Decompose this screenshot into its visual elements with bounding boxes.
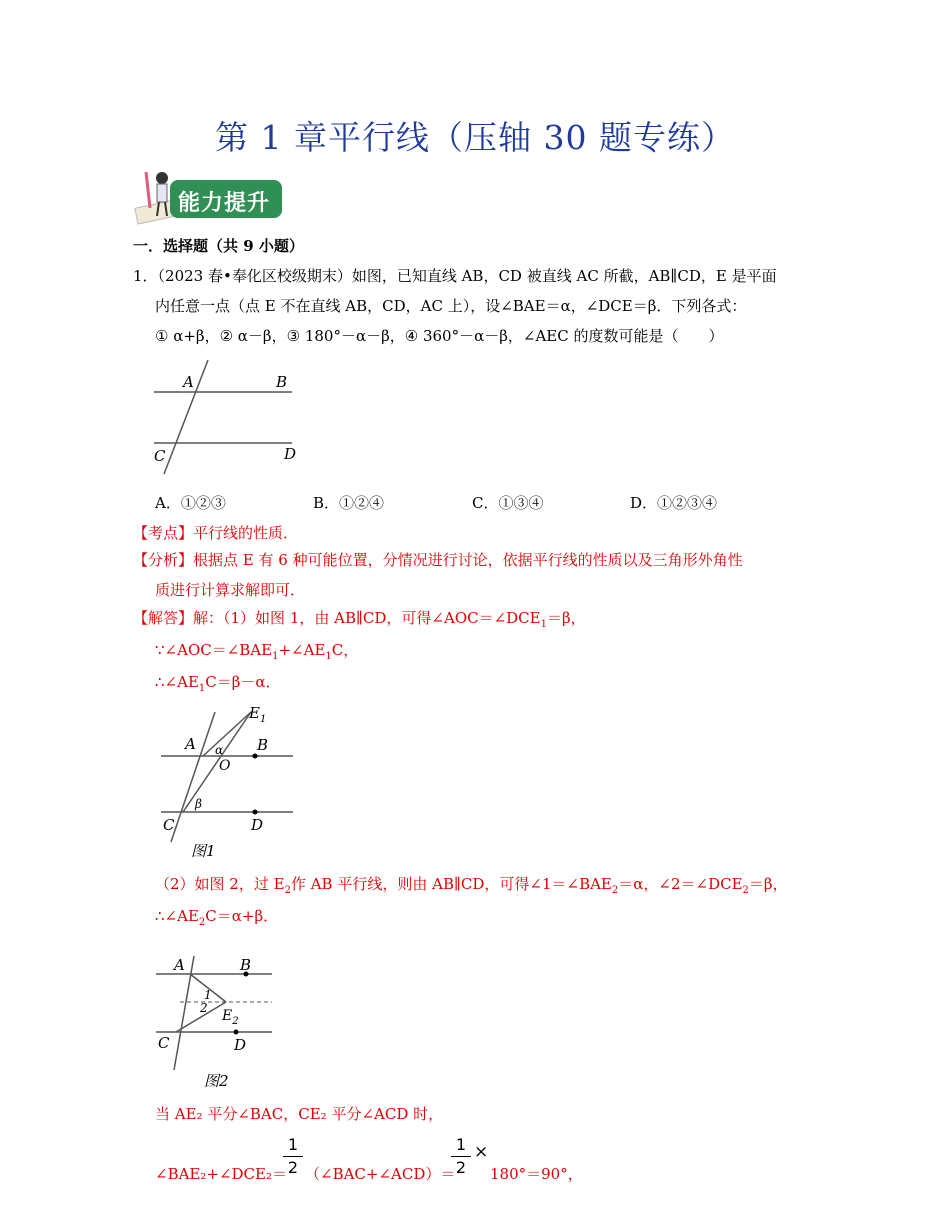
part2-line-2: $\therefore\angle AE_2C=\alpha+\beta$．: [155, 907, 279, 928]
fig2-caption: 图2: [204, 1072, 229, 1090]
fig1-label-e: $E_1$: [249, 704, 267, 725]
question-1-line-1: 1．（2023 春•奉化区校级期末）如图，已知直线 AB，CD 被直线 AC 所截，AB∥CD，E 是平面: [133, 267, 777, 285]
fig1-label-d: D: [251, 816, 264, 834]
fig2-label-e: $E_2$: [222, 1008, 239, 1027]
part2-line-1: （2）如图 2，过 $E_2$作 AB 平行线，则由 AB∥CD，可得$\angle 1=\angle BAE_2=\alpha$，$\angle 2=\angle DCE_2=\beta$，: [155, 875, 788, 896]
fig1-beta: β: [195, 797, 202, 811]
jieda-line-1: 【解答】解：（1）如图 1，由 AB∥CD，可得$\angle AOC=\angle DCE_1=\beta$，: [133, 609, 586, 630]
fig2-angle-2: 2: [200, 1001, 208, 1015]
fig2-label-b: B: [240, 956, 252, 974]
figure-1: [155, 702, 305, 862]
fenxi-line-1: 【分析】根据点 E 有 6 种可能位置，分情况进行讨论，依据平行线的性质以及三角形外角性: [133, 551, 743, 569]
part3-line-2-b: （∠BAC+∠ACD）＝: [305, 1165, 456, 1183]
section-heading: 一．选择题（共 9 小题）: [133, 237, 304, 255]
ability-banner: [130, 168, 290, 228]
fenxi-line-2: 质进行计算求解即可．: [155, 581, 306, 599]
fig2-angle-1: 1: [204, 988, 212, 1002]
choice-a: A．①②③: [155, 494, 226, 512]
jieda-line-3: $\therefore\angle AE_1C=\beta-\alpha$．: [155, 673, 281, 694]
part3-line-2-a: ∠BAE₂+∠DCE₂＝: [155, 1165, 287, 1183]
fraction-half-1: 1 2: [283, 1134, 303, 1179]
question-1-line-3: ① α+β，② α－β，③ 180°－α－β，④ 360°－α－β，∠AEC 的度数可能是（ ）: [155, 327, 724, 345]
fig1-label-a: A: [185, 735, 196, 753]
fig1-label-o: O: [219, 758, 231, 774]
banner-label: 能力提升: [178, 191, 271, 216]
fig0-label-a: A: [183, 373, 194, 391]
figure-2: [150, 946, 290, 1096]
times-sign: ×: [474, 1142, 489, 1162]
question-1-line-2: 内任意一点（点 E 不在直线 AB，CD，AC 上），设∠BAE＝α，∠DCE＝β．下列各式：: [155, 297, 747, 315]
fig0-label-c: C: [154, 447, 166, 465]
jieda-line-2: $\because\angle AOC=\angle BAE_1+\angle AE_1C$，: [155, 641, 359, 662]
fig2-label-a: A: [174, 956, 185, 974]
fraction-half-2: 1 2: [451, 1134, 471, 1179]
fig1-label-c: C: [163, 816, 175, 834]
fig2-label-d: D: [234, 1036, 247, 1054]
fig0-label-b: B: [276, 373, 288, 391]
question-figure: [150, 358, 310, 478]
choice-d: D．①②③④: [630, 494, 718, 512]
fig1-caption: 图1: [191, 842, 216, 860]
choice-c: C．①③④: [472, 494, 544, 512]
fig1-label-b: B: [257, 736, 269, 754]
part3-line-2-c: 180°＝90°，: [490, 1165, 583, 1183]
fig2-label-c: C: [158, 1034, 170, 1052]
kaodian: 【考点】平行线的性质．: [133, 524, 299, 542]
choice-b: B．①②④: [313, 494, 385, 512]
page-title: 第 1 章平行线（压轴 30 题专练）: [215, 118, 735, 157]
fig1-alpha: α: [215, 743, 224, 757]
fig0-label-d: D: [284, 445, 297, 463]
part3-line-1: 当 AE₂ 平分∠BAC，CE₂ 平分∠ACD 时，: [155, 1105, 444, 1123]
